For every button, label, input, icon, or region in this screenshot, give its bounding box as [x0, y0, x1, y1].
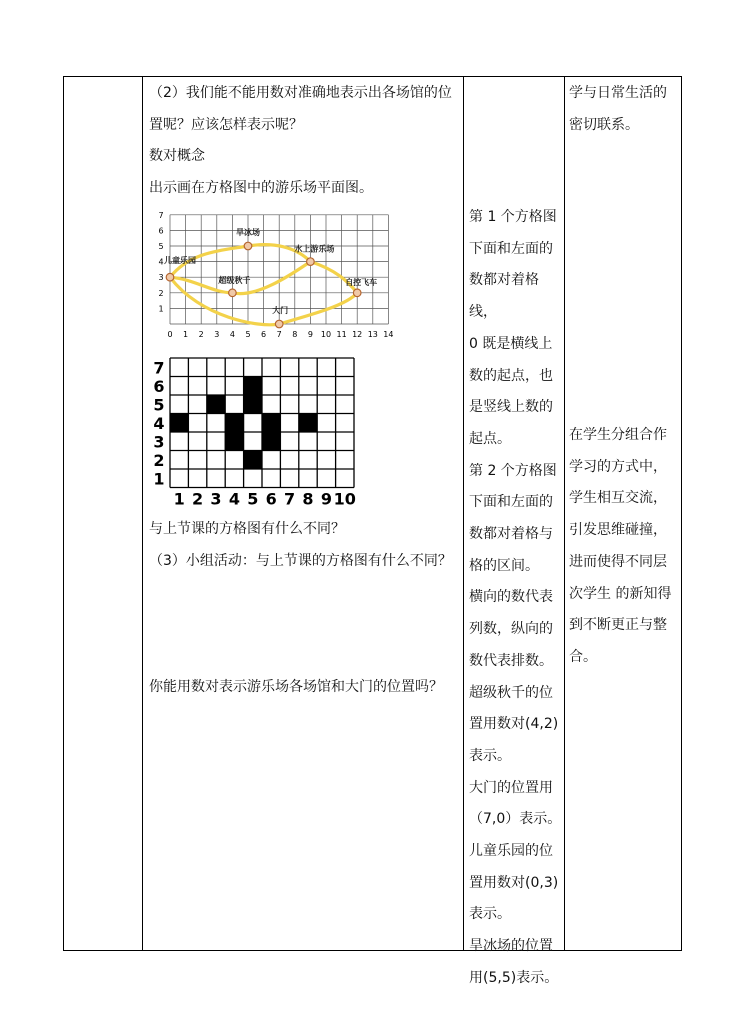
grid-filled-cell [170, 414, 188, 433]
grid-filled-cell [207, 395, 225, 414]
student-activity-line: 列数，纵向的 [469, 621, 553, 638]
student-activity-line: 数都对着格与 [469, 526, 553, 543]
student-activity-line: 第 1 个方格图 [469, 209, 557, 225]
map-y-tick: 5 [158, 242, 164, 251]
student-activity-line: 超级秋千的位 [469, 684, 553, 701]
map-y-tick: 3 [158, 273, 164, 283]
grid-filled-cell [244, 395, 262, 414]
grid-y-label: 6 [153, 376, 165, 396]
grid-x-label: 3 [210, 489, 222, 509]
design-intent-line: 学习的方式中， [569, 458, 667, 475]
design-intent-line: 学与日常生活的 [569, 85, 667, 101]
grid-x-label: 2 [192, 489, 204, 509]
map-x-tick: 5 [245, 330, 251, 339]
map-x-tick: 7 [276, 330, 282, 339]
map-place-dot [166, 273, 174, 281]
design-intent-bottom [569, 420, 679, 674]
grid-y-label: 4 [153, 413, 165, 433]
student-activity-line: 下面和左面的 [469, 240, 553, 257]
group-activity: （3）小组活动：与上节课的方格图有什么不同？ [149, 552, 452, 569]
map-place-label: 超级秋千 [218, 275, 251, 285]
grid-filled-cell [299, 414, 317, 433]
student-activity-line: 是竖线上数的 [469, 399, 553, 416]
student-activity-line: 置用数对(0,3) [469, 874, 559, 891]
grid-x-label: 7 [284, 489, 296, 509]
map-y-tick: 1 [158, 304, 164, 314]
grid-x-label: 4 [228, 489, 240, 509]
grid-filled-cell [262, 414, 280, 433]
map-place-dot [244, 242, 252, 250]
design-intent-line: 次学生 的新知得 [569, 585, 672, 602]
map-place-label: 旱冰场 [236, 228, 260, 237]
grid-x-label: 8 [302, 489, 314, 509]
student-activity-line: 格的区间。 [469, 557, 539, 574]
student-activity-line: 置用数对(4,2) [469, 716, 559, 733]
student-activity-line: 用(5,5)表示。 [469, 969, 559, 986]
student-activity-line: 儿童乐园的位 [469, 843, 553, 860]
design-intent-line: 到不断更正与整 [569, 617, 667, 634]
grid-filled-cell [225, 414, 243, 433]
map-place-dot [353, 289, 361, 297]
map-place-label: 大门 [272, 306, 289, 315]
design-intent-line: 引发思维碰撞， [569, 522, 667, 539]
student-activity-line: 数都对着格线， [469, 272, 539, 321]
student-activity-line: 起点。 [469, 430, 511, 447]
design-intent-line: 进而使得不同层 [569, 553, 667, 570]
square-grid-figure [148, 352, 363, 509]
design-intent-line: 合。 [569, 648, 597, 665]
show-map-text: 出示画在方格图中的游乐场平面图。 [149, 180, 373, 197]
map-x-tick: 6 [261, 330, 267, 339]
process-column-lower [149, 514, 459, 577]
table-divider-2 [463, 76, 464, 951]
map-x-tick: 1 [183, 330, 189, 339]
map-x-tick: 2 [198, 330, 204, 339]
map-x-tick: 0 [167, 330, 173, 339]
table-divider-1 [142, 76, 143, 951]
map-svg [148, 207, 396, 342]
map-x-tick: 8 [292, 330, 298, 339]
grid-filled-cell [225, 432, 243, 451]
student-activity-line: 表示。 [469, 906, 511, 923]
student-activity-line: 0 既是横线上 [469, 335, 553, 352]
map-x-tick: 3 [214, 330, 220, 339]
map-y-tick: 4 [158, 257, 164, 267]
grid-x-label: 1 [173, 489, 185, 509]
map-x-tick: 14 [383, 330, 394, 339]
map-x-tick: 9 [307, 330, 313, 339]
table-bottom-border [63, 950, 682, 951]
map-place-dot [275, 320, 283, 328]
design-intent-line: 学生相互交流， [569, 490, 667, 507]
map-x-tick: 13 [367, 330, 378, 339]
table-border-right [681, 76, 682, 951]
ask-positions: 你能用数对表示游乐场各场馆和大门的位置吗？ [149, 679, 443, 695]
student-activity-line: 数代表排数。 [469, 652, 553, 669]
grid-x-label: 5 [247, 489, 259, 509]
map-x-tick: 11 [336, 330, 347, 339]
map-y-tick: 2 [158, 288, 164, 298]
map-place-dot [229, 289, 237, 297]
concept-heading: 数对概念 [149, 148, 205, 165]
grid-y-label: 1 [153, 469, 165, 489]
table-top-border [63, 76, 682, 77]
question-2-line-2: 置呢？应该怎样表示呢？ [149, 116, 303, 133]
design-intent-line: 在学生分组合作 [569, 427, 667, 443]
map-x-tick: 10 [320, 330, 332, 339]
student-activity-line: 旱冰场的位置 [469, 938, 553, 955]
grid-x-label: 6 [265, 489, 277, 509]
map-place-label: 水上游乐场 [294, 244, 335, 254]
student-activity-line: 横向的数代表 [469, 589, 553, 606]
map-place-label: 自控飞车 [345, 277, 378, 287]
grid-y-label: 2 [153, 450, 165, 470]
student-activity-line: 大门的位置用 [469, 779, 553, 796]
student-activity-column [469, 202, 564, 995]
map-place-label: 儿童乐园 [164, 256, 196, 266]
question-2-line-1: （2）我们能不能用数对准确地表示出各场馆的位 [149, 85, 452, 101]
compare-question: 与上节课的方格图有什么不同？ [149, 521, 345, 537]
student-activity-line: 数的起点，也 [469, 367, 553, 384]
grid-x-label: 10 [333, 489, 356, 509]
table-border-left [63, 76, 64, 951]
grid-y-label: 7 [153, 358, 165, 378]
map-x-tick: 4 [229, 330, 235, 339]
grid-x-label: 9 [320, 489, 332, 509]
grid-svg [148, 352, 363, 509]
map-y-tick: 7 [158, 210, 164, 220]
grid-filled-cell [262, 432, 280, 451]
amusement-park-map [148, 207, 396, 342]
map-x-tick: 12 [352, 330, 363, 339]
grid-y-label: 3 [153, 432, 165, 452]
ask-positions-block [149, 672, 459, 704]
grid-filled-cell [244, 451, 262, 470]
process-column [149, 78, 459, 205]
grid-y-label: 5 [153, 395, 165, 415]
design-intent-top [569, 78, 679, 141]
map-y-tick: 6 [158, 226, 164, 236]
student-activity-line: 第 2 个方格图 [469, 462, 557, 479]
student-activity-line: 下面和左面的 [469, 494, 553, 511]
grid-filled-cell [244, 377, 262, 396]
map-place-dot [307, 258, 315, 266]
student-activity-line: 表示。 [469, 747, 511, 764]
student-activity-line: （7,0）表示。 [469, 811, 562, 828]
table-divider-3 [564, 76, 565, 951]
design-intent-line: 密切联系。 [569, 116, 639, 133]
